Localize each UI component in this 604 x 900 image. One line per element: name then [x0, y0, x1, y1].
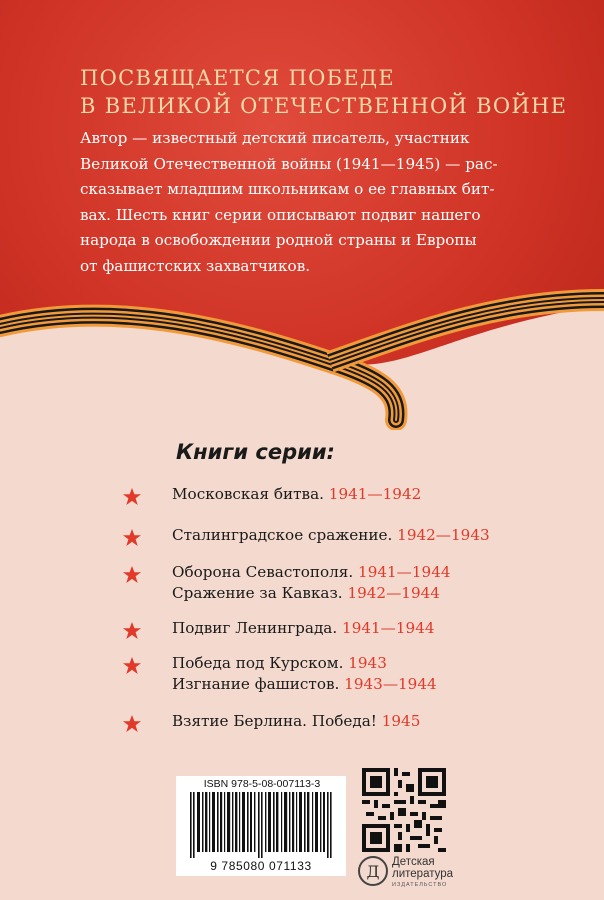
- description-line: от фашистских захватчиков.: [80, 256, 311, 275]
- book-title: Изгнание фашистов.: [172, 675, 340, 693]
- book-years: 1942—1944: [347, 584, 440, 602]
- red-star-icon: [122, 487, 142, 507]
- isbn-label: ISBN 978-5-08-007113-3: [203, 778, 321, 790]
- book-years: 1941—1944: [342, 619, 435, 637]
- publisher-logo: [358, 854, 468, 894]
- barcode-digits: 9 785080 071133: [210, 859, 312, 873]
- dedication-line-1: ПОСВЯЩАЕТСЯ ПОБЕДЕ: [80, 66, 395, 90]
- book-title: Московская битва.: [172, 485, 324, 503]
- book-title: Подвиг Ленинграда.: [172, 619, 338, 637]
- description-line: Великой Отечественной войны (1941—1945) — рас-: [80, 154, 498, 173]
- barcode-icon: [184, 792, 338, 858]
- list-item: [120, 525, 560, 562]
- description-line: вах. Шесть книг серии описывают подвиг нашего: [80, 205, 481, 224]
- red-star-icon: [122, 528, 142, 548]
- book-years: 1942—1943: [397, 526, 490, 544]
- description-line: Автор — известный детский писатель, участник: [80, 129, 470, 147]
- book-years: 1941—1942: [328, 485, 422, 503]
- book-title: Сталинградское сражение.: [172, 526, 393, 544]
- book-title: Взятие Берлина. Победа!: [172, 712, 377, 730]
- list-item: [120, 653, 560, 711]
- qr-code-icon: [362, 768, 446, 852]
- publisher-name-line-1: Детская: [392, 856, 435, 868]
- books-list: [120, 484, 560, 741]
- book-title: Оборона Севастополя.: [172, 563, 354, 581]
- description-line: народа в освобождении родной страны и Европы: [80, 231, 477, 249]
- description-line: сказывает младшим школьникам о ее главных бит-: [80, 180, 495, 198]
- book-title: Сражение за Кавказ.: [172, 584, 343, 602]
- publisher-name: [392, 856, 453, 880]
- list-item: [120, 562, 560, 618]
- books-title: Книги серии:: [176, 440, 335, 464]
- publisher-subtitle: ИЗДАТЕЛЬСТВО: [392, 882, 448, 888]
- series-description: [80, 126, 580, 279]
- list-item: [120, 618, 560, 653]
- red-star-icon: [122, 656, 142, 676]
- book-years: 1945: [381, 712, 421, 730]
- red-star-icon: [122, 621, 142, 641]
- red-star-icon: [122, 714, 142, 734]
- book-years: 1943: [348, 654, 387, 672]
- isbn-barcode: [176, 776, 346, 876]
- red-star-icon: [122, 565, 142, 585]
- list-item: [120, 711, 560, 741]
- book-title: Победа под Курском.: [172, 654, 344, 672]
- book-years: 1941—1944: [358, 563, 451, 581]
- list-item: [120, 484, 560, 525]
- publisher-name-line-2: литература: [392, 868, 454, 880]
- book-years: 1943—1944: [344, 675, 437, 693]
- publisher-mark-icon: Д: [358, 856, 388, 886]
- dedication-line-2: В ВЕЛИКОЙ ОТЕЧЕСТВЕННОЙ ВОЙНЕ: [80, 94, 568, 118]
- dedication-heading: [80, 64, 580, 120]
